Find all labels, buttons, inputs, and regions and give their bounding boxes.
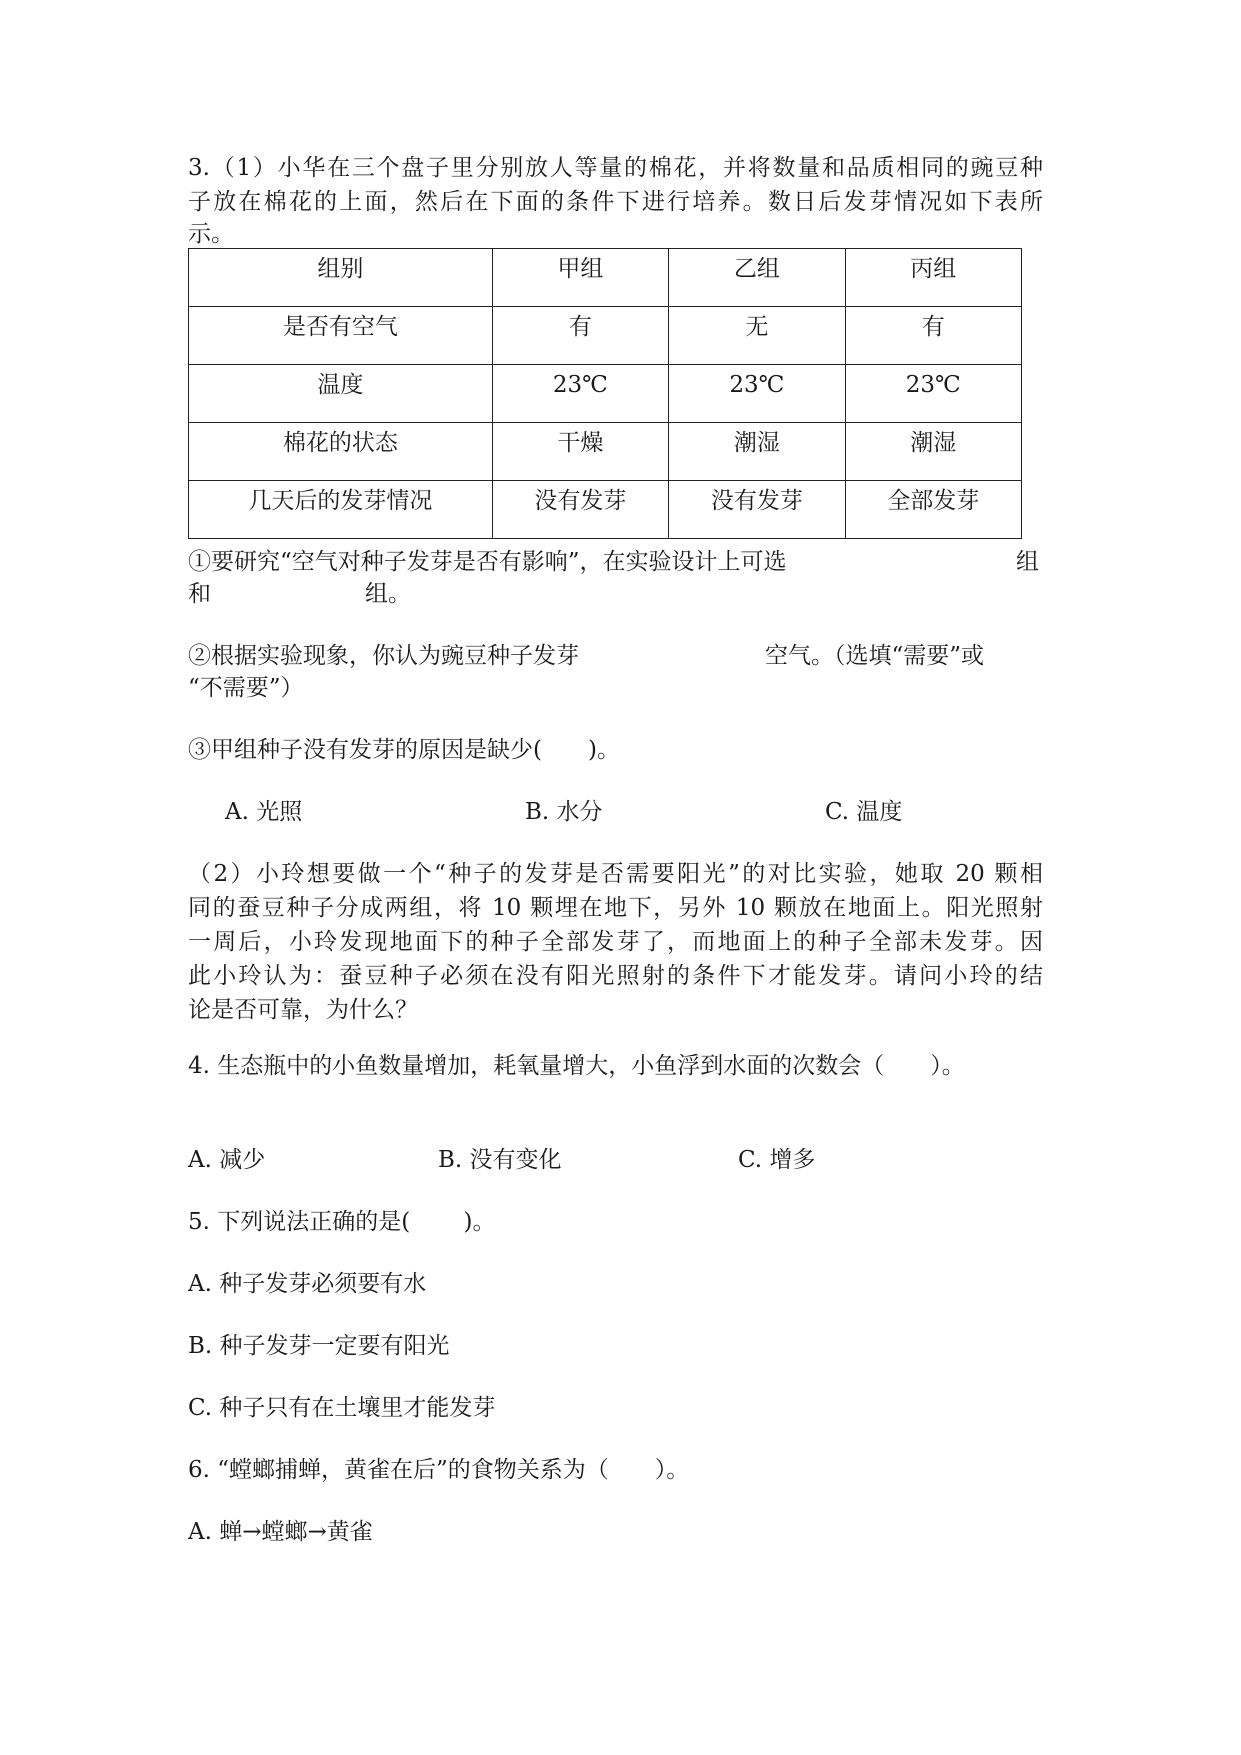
q3-intro-line-1: 3.（1）小华在三个盘子里分别放人等量的棉花，并将数量和品质相同的豌豆种: [188, 155, 1043, 181]
q3-sub1-line-2-start: 和: [188, 581, 211, 607]
q4-question: 4. 生态瓶中的小鱼数量增加，耗氧量增大，小鱼浮到水面的次数会（ ）。: [188, 1053, 965, 1079]
table-cell: 没有发芽: [669, 481, 845, 539]
table-cell: 潮湿: [669, 423, 845, 481]
q3-sub2-line-2: “不需要”）: [188, 675, 304, 701]
q3-sub3-option-a: A. 光照: [225, 799, 303, 825]
table-row: [189, 249, 1022, 307]
table-cell: 甲组: [492, 249, 668, 307]
table-row: [189, 365, 1022, 423]
table-cell: 几天后的发芽情况: [189, 481, 493, 539]
table-cell: 23℃: [845, 365, 1021, 423]
q5-option-b: B. 种子发芽一定要有阳光: [188, 1333, 450, 1359]
q3-sub2-line-1-start: ②根据实验现象，你认为豌豆种子发芽: [188, 643, 579, 669]
q3-sub1-line-1: [188, 546, 1043, 578]
table-cell: 有: [492, 307, 668, 365]
q6-option-a: A. 蝉→螳螂→黄雀: [188, 1519, 373, 1545]
q3-sub3-option-b: B. 水分: [525, 799, 603, 825]
table-cell: 23℃: [669, 365, 845, 423]
q5-option-c: C. 种子只有在土壤里才能发芽: [188, 1395, 496, 1421]
table-cell: 23℃: [492, 365, 668, 423]
table-cell: 组别: [189, 249, 493, 307]
table-cell: 棉花的状态: [189, 423, 493, 481]
q3-sub1-line-2-end: 组。: [365, 581, 411, 607]
q3-sub1-text: ①要研究“空气对种子发芽是否有影响”，在实验设计上可选: [188, 549, 787, 575]
table-cell: 全部发芽: [845, 481, 1021, 539]
q3-part2-line-1: （2）小玲想要做一个“种子的发芽是否需要阳光”的对比实验，她取 20 颗相: [188, 861, 1043, 887]
table-cell: 温度: [189, 365, 493, 423]
q3-part2-line-2: 同的蚕豆种子分成两组，将 10 颗埋在地下，另外 10 颗放在地面上。阳光照射: [188, 895, 1043, 921]
q3-intro-line-2: 子放在棉花的上面，然后在下面的条件下进行培养。数日后发芽情况如下表所: [188, 189, 1043, 215]
q5-option-a: A. 种子发芽必须要有水: [188, 1271, 427, 1297]
q3-sub2-line-1-end: 空气。（选填“需要”或: [765, 643, 985, 669]
q3-sub1-end-text: 组: [1016, 549, 1039, 575]
q3-part2-line-5: 论是否可靠，为什么？: [188, 997, 418, 1023]
q3-part2-line-3: 一周后，小玲发现地面下的种子全部发芽了，而地面上的种子全部未发芽。因: [188, 929, 1043, 955]
q6-question: 6. “螳螂捕蝉，黄雀在后”的食物关系为（ ）。: [188, 1457, 690, 1483]
table-cell: 无: [669, 307, 845, 365]
table-cell: 乙组: [669, 249, 845, 307]
table-cell: 干燥: [492, 423, 668, 481]
q4-option-b: B. 没有变化: [438, 1147, 562, 1173]
table-cell: 没有发芽: [492, 481, 668, 539]
table-cell: 有: [845, 307, 1021, 365]
table-cell: 是否有空气: [189, 307, 493, 365]
q4-option-c: C. 增多: [738, 1147, 816, 1173]
q3-intro-line-3: 示。: [188, 221, 234, 247]
q4-option-a: A. 减少: [188, 1147, 266, 1173]
table-row: [189, 481, 1022, 539]
q5-question: 5. 下列说法正确的是( )。: [188, 1209, 496, 1235]
table-row: [189, 423, 1022, 481]
table-row: [189, 307, 1022, 365]
seed-germination-table: [188, 248, 1022, 539]
table-cell: 潮湿: [845, 423, 1021, 481]
q3-part2-line-4: 此小玲认为：蚕豆种子必须在没有阳光照射的条件下才能发芽。请问小玲的结: [188, 963, 1043, 989]
q3-sub3-option-c: C. 温度: [825, 799, 903, 825]
q3-sub3-question: ③甲组种子没有发芽的原因是缺少( )。: [188, 737, 620, 763]
table-cell: 丙组: [845, 249, 1021, 307]
